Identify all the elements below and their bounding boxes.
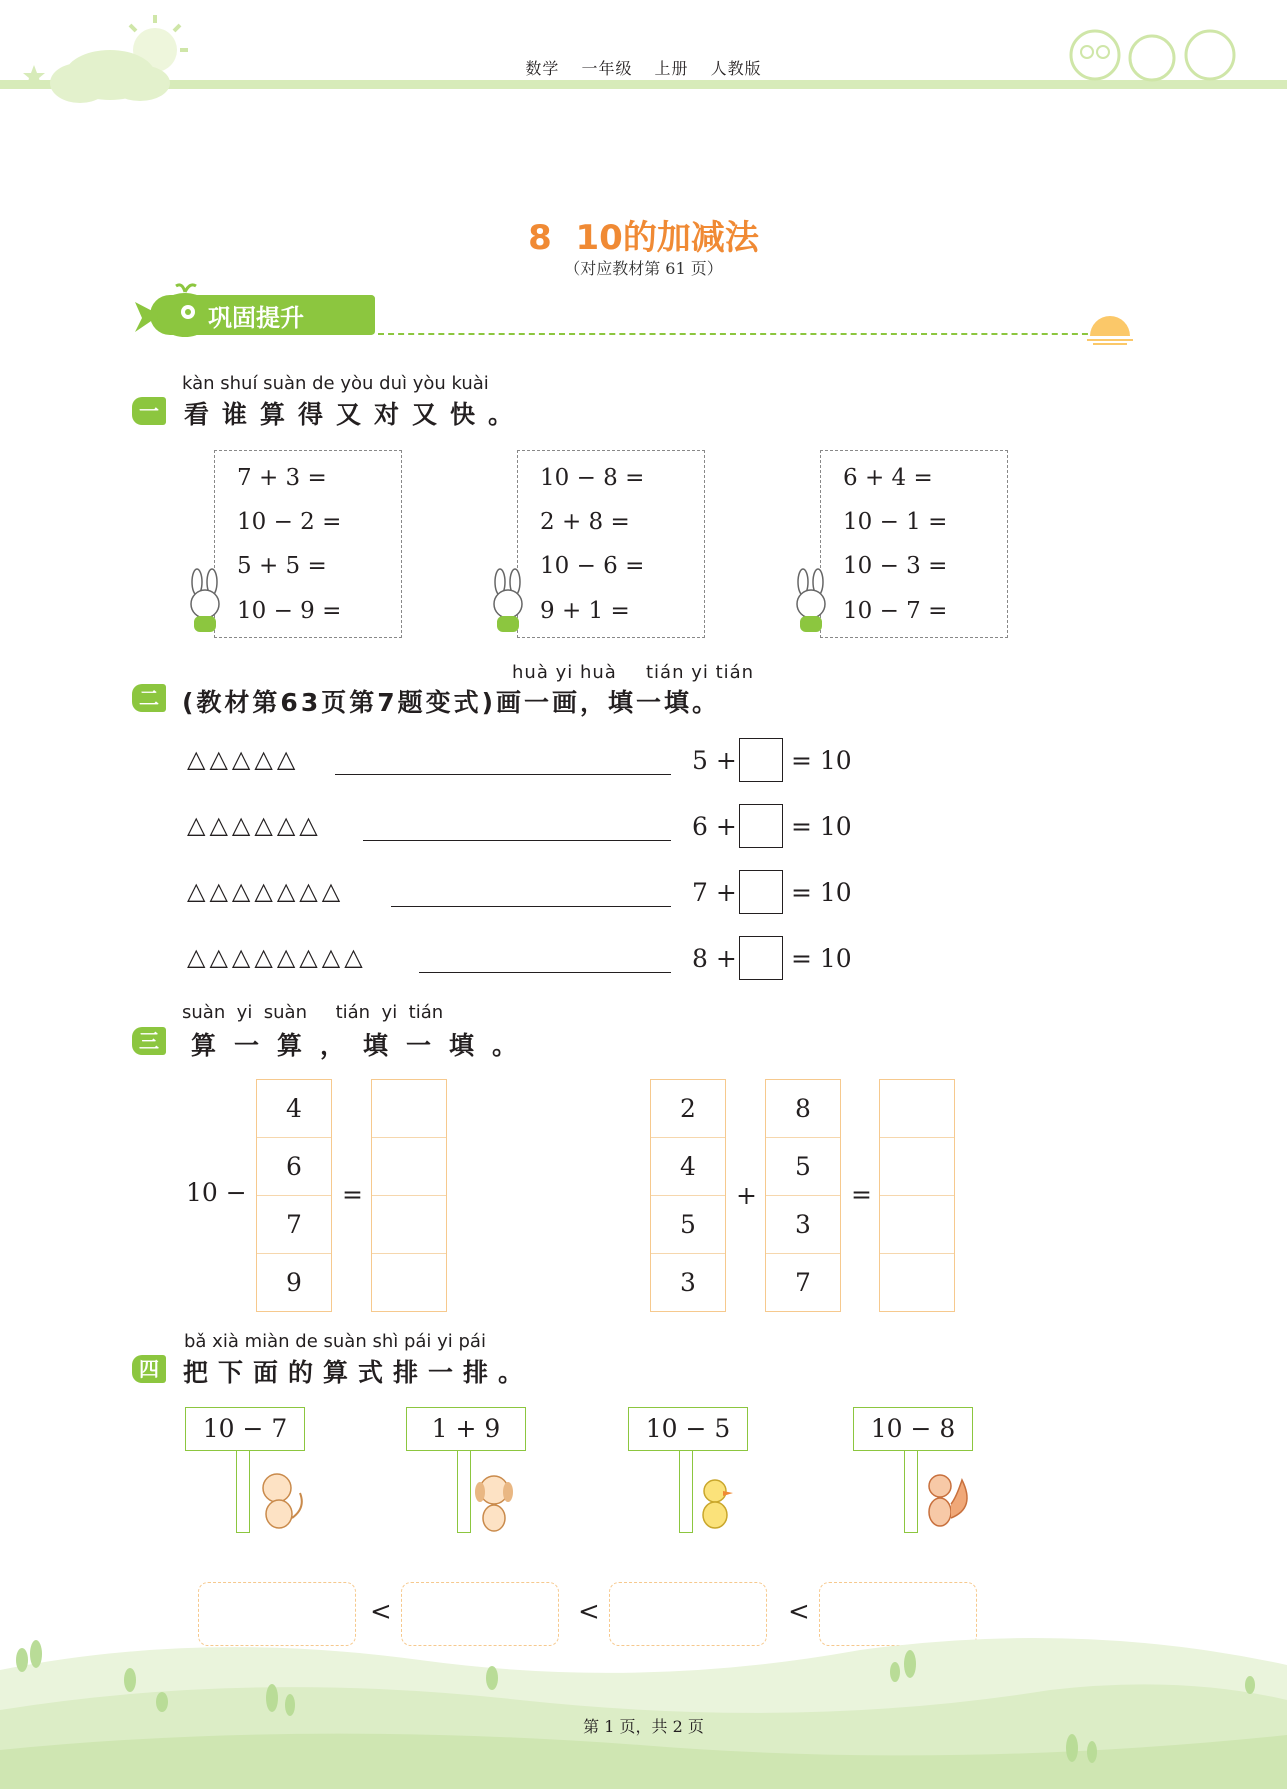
equation: 2 + 8 = xyxy=(540,509,630,535)
page-title: 8 10的加减法 xyxy=(528,218,759,258)
equation: 5 + 5 = xyxy=(237,553,327,579)
rabbit-icon xyxy=(182,568,228,640)
equation: 10 − 7 = xyxy=(843,598,948,624)
equation: 10 − 2 = xyxy=(237,509,342,535)
equation: 6 + 4 = xyxy=(843,465,933,491)
sum-column[interactable] xyxy=(879,1079,955,1312)
equation: 10 − 3 = xyxy=(843,553,948,579)
answer-cell[interactable] xyxy=(880,1196,954,1254)
result-column[interactable] xyxy=(371,1079,447,1312)
equation-left: 7 + xyxy=(692,878,737,907)
equals-sign: = xyxy=(851,1180,872,1209)
addend-column-2 xyxy=(765,1079,841,1312)
section-1-instruction: 看谁算得又对又快。 xyxy=(184,400,527,429)
equation: 7 + 3 = xyxy=(237,465,327,491)
rabbit-icon xyxy=(485,568,531,640)
sign-pole xyxy=(236,1450,250,1533)
answer-square[interactable] xyxy=(739,936,783,980)
subtrahend-column xyxy=(256,1079,332,1312)
less-than-sign: < xyxy=(788,1597,810,1627)
plus-sign: + xyxy=(736,1181,757,1210)
section-1-number: 一 xyxy=(132,397,166,425)
answer-cell[interactable] xyxy=(880,1138,954,1196)
answer-cell[interactable] xyxy=(372,1080,446,1138)
monkey-icon xyxy=(252,1468,306,1532)
column-cell: 3 xyxy=(766,1196,840,1254)
equation: 10 − 9 = xyxy=(237,598,342,624)
sign-pole xyxy=(457,1450,471,1533)
column-cell: 9 xyxy=(286,1268,302,1297)
answer-cell[interactable] xyxy=(372,1138,446,1196)
column-cell: 8 xyxy=(766,1080,840,1138)
header-subject: 数学 xyxy=(525,59,560,78)
equation: 10 − 6 = xyxy=(540,553,645,579)
section-4-pinyin: bǎ xià miàn de suàn shì pái yi pái xyxy=(184,1331,486,1352)
section-2-pinyin-2: tián yi tián xyxy=(646,662,755,683)
rabbit-icon xyxy=(788,568,834,640)
equation-left: 8 + xyxy=(692,944,737,973)
answer-line[interactable] xyxy=(419,972,671,973)
less-than-sign: < xyxy=(578,1597,600,1627)
answer-square[interactable] xyxy=(739,738,783,782)
column-cell: 6 xyxy=(257,1138,331,1196)
answer-line[interactable] xyxy=(363,840,671,841)
squirrel-icon xyxy=(918,1468,974,1532)
puppy-icon xyxy=(470,1470,518,1534)
equation-right: = 10 xyxy=(791,746,852,775)
section-1-pinyin: kàn shuí suàn de yòu duì yòu kuài xyxy=(182,373,489,394)
section-2-pinyin-1: huà yi huà xyxy=(512,662,617,683)
header-grade: 一年级 xyxy=(581,59,633,78)
column-cell: 3 xyxy=(680,1268,696,1297)
sign-pole xyxy=(904,1450,918,1533)
banner-dashed-line xyxy=(378,333,1098,335)
page-subtitle: （对应教材第 61 页） xyxy=(564,259,723,278)
triangles-row: △△△△△△ xyxy=(187,811,322,839)
equation-left: 5 + xyxy=(692,746,737,775)
equation: 10 − 1 = xyxy=(843,509,948,535)
equation-right: = 10 xyxy=(791,944,852,973)
section-2-number: 二 xyxy=(132,684,166,712)
section-3-instruction: 算一算，填一填。 xyxy=(191,1031,536,1060)
animals-decoration xyxy=(1060,20,1260,90)
answer-cell[interactable] xyxy=(372,1196,446,1254)
equation-left: 6 + xyxy=(692,812,737,841)
expression-sign: 10 − 7 xyxy=(185,1407,305,1451)
triangles-row: △△△△△△△△ xyxy=(187,943,367,971)
answer-cell[interactable] xyxy=(372,1254,446,1311)
answer-cell[interactable] xyxy=(880,1254,954,1311)
column-cell: 4 xyxy=(651,1138,725,1196)
duckling-icon xyxy=(693,1475,737,1533)
hills-decoration xyxy=(0,1630,1287,1789)
equation-right: = 10 xyxy=(791,878,852,907)
less-than-sign: < xyxy=(370,1597,392,1627)
answer-line[interactable] xyxy=(391,906,671,907)
answer-line[interactable] xyxy=(335,774,671,775)
minuend-prefix: 10 − xyxy=(186,1178,247,1207)
answer-square[interactable] xyxy=(739,870,783,914)
triangles-row: △△△△△ xyxy=(187,745,300,773)
column-cell: 4 xyxy=(257,1080,331,1138)
header-edition: 人教版 xyxy=(710,59,762,78)
answer-cell[interactable] xyxy=(880,1080,954,1138)
equals-sign: = xyxy=(342,1180,363,1209)
header-volume: 上册 xyxy=(654,59,689,78)
column-cell: 5 xyxy=(766,1138,840,1196)
equation: 9 + 1 = xyxy=(540,598,630,624)
equation: 10 − 8 = xyxy=(540,465,645,491)
equation-right: = 10 xyxy=(791,812,852,841)
section-3-pinyin: suàn yi suàn tián yi tián xyxy=(182,1002,444,1023)
sunset-icon xyxy=(1085,310,1135,346)
header-info xyxy=(0,56,1287,79)
whale-icon xyxy=(130,280,210,340)
section-4-number: 四 xyxy=(132,1355,166,1383)
section-2-instruction: (教材第63页第7题变式)画一画，填一填。 xyxy=(182,688,721,717)
sign-pole xyxy=(679,1450,693,1533)
expression-sign: 1 + 9 xyxy=(406,1407,526,1451)
column-cell: 2 xyxy=(651,1080,725,1138)
expression-sign: 10 − 5 xyxy=(628,1407,748,1451)
banner-title: 巩固提升 xyxy=(208,304,304,332)
addend-column-1 xyxy=(650,1079,726,1312)
column-cell: 7 xyxy=(257,1196,331,1254)
triangles-row: △△△△△△△ xyxy=(187,877,345,905)
column-cell: 7 xyxy=(795,1268,811,1297)
column-cell: 5 xyxy=(651,1196,725,1254)
expression-sign: 10 − 8 xyxy=(853,1407,973,1451)
answer-square[interactable] xyxy=(739,804,783,848)
page-footer: 第 1 页，共 2 页 xyxy=(583,1717,704,1736)
section-4-instruction: 把下面的算式排一排。 xyxy=(183,1358,534,1387)
section-3-number: 三 xyxy=(132,1027,166,1055)
